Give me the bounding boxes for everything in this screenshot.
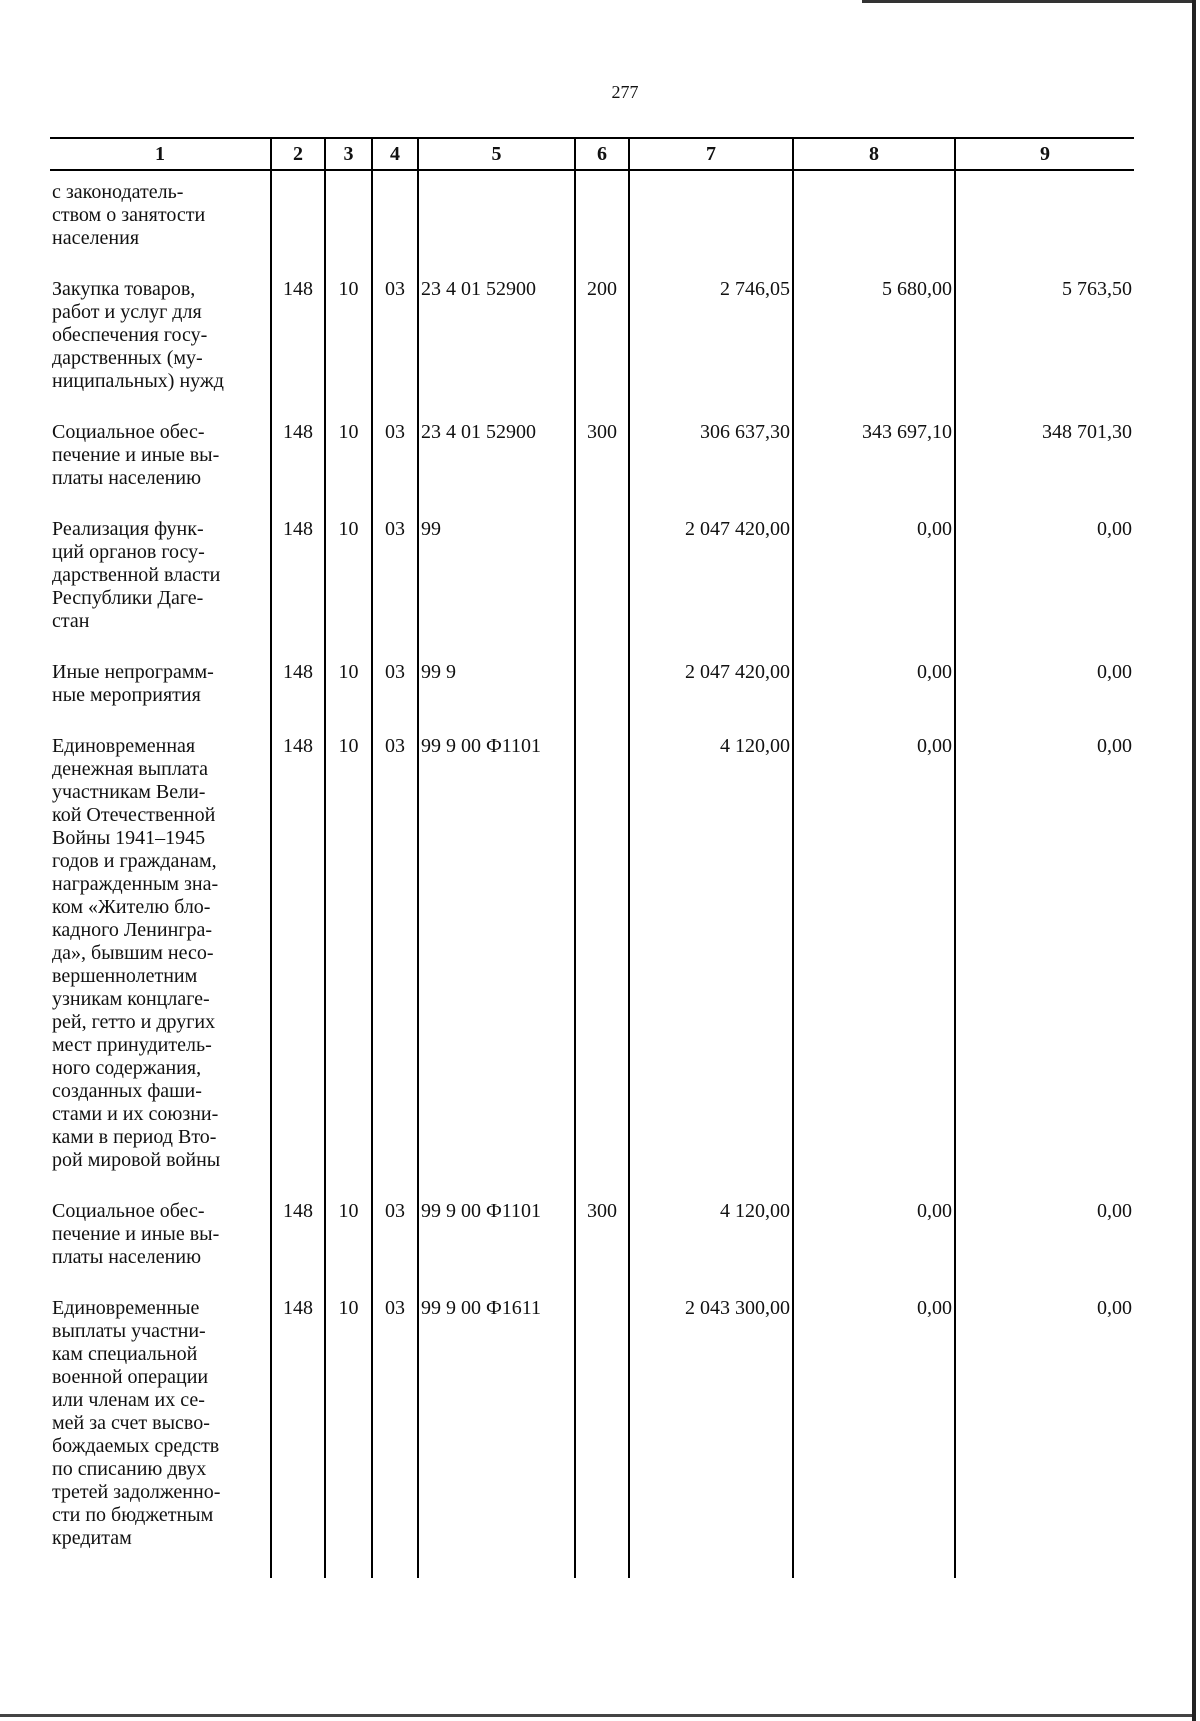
header-col-8: 8 — [793, 138, 955, 170]
name-line: рей, гетто и других — [52, 1011, 216, 1033]
cell-col3 — [325, 181, 372, 278]
scan-edge-right — [1192, 0, 1196, 1721]
name-line: кам специальной — [52, 1343, 198, 1365]
cell-col8-amount: 0,00 — [793, 735, 955, 1200]
cell-name — [50, 518, 271, 661]
name-line: платы населению — [52, 467, 202, 489]
cell-col2: 148 — [271, 1200, 325, 1297]
name-line: Единовременные — [52, 1297, 200, 1319]
name-line: рой мировой войны — [52, 1149, 221, 1171]
name-line: обеспечения госу- — [52, 324, 208, 346]
name-line: платы населению — [52, 1246, 202, 1268]
scan-edge-bottom — [0, 1714, 1192, 1717]
name-line: годов и гражданам, — [52, 850, 217, 872]
name-line: Реализация функ- — [52, 518, 204, 540]
name-line: третей задолженно- — [52, 1481, 221, 1503]
cell-col6-type — [575, 661, 629, 735]
cell-col3: 10 — [325, 661, 372, 735]
cell-col5-code: 23 4 01 52900 — [418, 421, 575, 518]
cell-col5-code — [418, 181, 575, 278]
cell-col4 — [372, 181, 418, 278]
cell-col5-code: 23 4 01 52900 — [418, 278, 575, 421]
cell-col9-amount: 0,00 — [955, 735, 1134, 1200]
name-line: бождаемых средств — [52, 1435, 220, 1457]
cell-name — [50, 181, 271, 278]
name-line: ками в период Вто- — [52, 1126, 217, 1148]
cell-col6-type: 300 — [575, 421, 629, 518]
cell-col6-type — [575, 518, 629, 661]
cell-col5-code: 99 9 — [418, 661, 575, 735]
name-line: печение и иные вы- — [52, 444, 220, 466]
cell-name — [50, 278, 271, 421]
cell-name — [50, 421, 271, 518]
cell-col7-amount: 2 043 300,00 — [629, 1297, 793, 1578]
cell-col2: 148 — [271, 421, 325, 518]
cell-col9-amount: 0,00 — [955, 1297, 1134, 1578]
cell-col7-amount: 4 120,00 — [629, 735, 793, 1200]
cell-col7-amount: 2 047 420,00 — [629, 518, 793, 661]
cell-name — [50, 1200, 271, 1297]
cell-col4: 03 — [372, 1297, 418, 1578]
name-line: ниципальных) нужд — [52, 370, 224, 392]
table-row — [50, 518, 1134, 661]
cell-col2: 148 — [271, 1297, 325, 1578]
cell-col8-amount: 0,00 — [793, 661, 955, 735]
name-line: военной операции — [52, 1366, 209, 1388]
header-col-3: 3 — [325, 138, 372, 170]
name-line: стами и их союзни- — [52, 1103, 219, 1125]
cell-col4: 03 — [372, 1200, 418, 1297]
cell-name — [50, 1297, 271, 1578]
table-row — [50, 181, 1134, 278]
cell-col2: 148 — [271, 518, 325, 661]
table-row — [50, 735, 1134, 1200]
cell-col3: 10 — [325, 1200, 372, 1297]
cell-col9-amount: 0,00 — [955, 518, 1134, 661]
header-col-1: 1 — [50, 138, 271, 170]
budget-table — [50, 137, 1134, 1578]
name-line: мест принудитель- — [52, 1034, 212, 1056]
cell-col4: 03 — [372, 661, 418, 735]
cell-col9-amount: 348 701,30 — [955, 421, 1134, 518]
cell-name — [50, 661, 271, 735]
name-line: кадного Ленингра- — [52, 919, 213, 941]
name-line: участникам Вели- — [52, 781, 206, 803]
name-line: по списанию двух — [52, 1458, 207, 1480]
cell-name — [50, 735, 271, 1200]
header-col-7: 7 — [629, 138, 793, 170]
cell-col6-type — [575, 181, 629, 278]
name-line: кредитам — [52, 1527, 132, 1549]
name-line: или членам их се- — [52, 1389, 205, 1411]
cell-col6-type: 200 — [575, 278, 629, 421]
name-line: денежная выплата — [52, 758, 209, 780]
table-row — [50, 278, 1134, 421]
cell-col8-amount: 0,00 — [793, 518, 955, 661]
name-line: мей за счет высво- — [52, 1412, 210, 1434]
name-line: ций органов госу- — [52, 541, 205, 563]
cell-col3: 10 — [325, 1297, 372, 1578]
table-row — [50, 421, 1134, 518]
page-number: 277 — [611, 82, 639, 102]
table-row — [50, 661, 1134, 735]
cell-col5-code: 99 9 00 Ф1611 — [418, 1297, 575, 1578]
name-line: сти по бюджетным — [52, 1504, 214, 1526]
header-col-2: 2 — [271, 138, 325, 170]
cell-col7-amount: 306 637,30 — [629, 421, 793, 518]
name-line: Республики Даге- — [52, 587, 204, 609]
name-line: вершеннолетним — [52, 965, 198, 987]
name-line: Войны 1941–1945 — [52, 827, 206, 849]
cell-col8-amount — [793, 181, 955, 278]
scan-edge-top — [862, 0, 1192, 3]
cell-col7-amount: 2 746,05 — [629, 278, 793, 421]
cell-col2: 148 — [271, 278, 325, 421]
cell-col9-amount: 0,00 — [955, 1200, 1134, 1297]
cell-col4: 03 — [372, 421, 418, 518]
budget-table-container — [50, 137, 1134, 1578]
cell-col8-amount: 5 680,00 — [793, 278, 955, 421]
cell-col8-amount: 0,00 — [793, 1200, 955, 1297]
name-line: ком «Жителю бло- — [52, 896, 211, 918]
header-col-9: 9 — [955, 138, 1134, 170]
name-line: Социальное обес- — [52, 421, 205, 443]
name-line: кой Отечественной — [52, 804, 216, 826]
cell-col9-amount: 5 763,50 — [955, 278, 1134, 421]
table-row — [50, 1297, 1134, 1578]
cell-col6-type — [575, 735, 629, 1200]
cell-col4: 03 — [372, 735, 418, 1200]
spacer-row — [50, 170, 1134, 181]
name-line: печение и иные вы- — [52, 1223, 220, 1245]
name-line: выплаты участни- — [52, 1320, 206, 1342]
cell-col2 — [271, 181, 325, 278]
name-line: дарственных (му- — [52, 347, 203, 369]
table-row — [50, 1200, 1134, 1297]
cell-col5-code: 99 9 00 Ф1101 — [418, 1200, 575, 1297]
cell-col7-amount: 2 047 420,00 — [629, 661, 793, 735]
cell-col6-type — [575, 1297, 629, 1578]
name-line: стан — [52, 610, 90, 632]
cell-col4: 03 — [372, 518, 418, 661]
name-line: Единовременная — [52, 735, 196, 757]
cell-col3: 10 — [325, 735, 372, 1200]
header-row — [50, 138, 1134, 170]
cell-col9-amount — [955, 181, 1134, 278]
cell-col5-code: 99 9 00 Ф1101 — [418, 735, 575, 1200]
cell-col2: 148 — [271, 735, 325, 1200]
header-col-5: 5 — [418, 138, 575, 170]
cell-col4: 03 — [372, 278, 418, 421]
cell-col2: 148 — [271, 661, 325, 735]
cell-col3: 10 — [325, 278, 372, 421]
cell-col5-code: 99 — [418, 518, 575, 661]
cell-col8-amount: 0,00 — [793, 1297, 955, 1578]
cell-col3: 10 — [325, 518, 372, 661]
cell-col7-amount: 4 120,00 — [629, 1200, 793, 1297]
name-line: дарственной власти — [52, 564, 221, 586]
name-line: созданных фаши- — [52, 1080, 202, 1102]
cell-col7-amount — [629, 181, 793, 278]
name-line: награжденным зна- — [52, 873, 219, 895]
header-col-6: 6 — [575, 138, 629, 170]
name-line: Закупка товаров, — [52, 278, 196, 300]
cell-col3: 10 — [325, 421, 372, 518]
name-line: работ и услуг для — [52, 301, 202, 323]
header-col-4: 4 — [372, 138, 418, 170]
name-line: с законодатель- — [52, 181, 184, 203]
name-line: Иные непрограмм- — [52, 661, 214, 683]
name-line: да», бывшим несо- — [52, 942, 214, 964]
name-line: Социальное обес- — [52, 1200, 205, 1222]
cell-col8-amount: 343 697,10 — [793, 421, 955, 518]
name-line: населения — [52, 227, 140, 249]
name-line: ные мероприятия — [52, 684, 201, 706]
name-line: ством о занятости — [52, 204, 206, 226]
cell-col9-amount: 0,00 — [955, 661, 1134, 735]
name-line: узникам концлаге- — [52, 988, 210, 1010]
name-line: ного содержания, — [52, 1057, 202, 1079]
cell-col6-type: 300 — [575, 1200, 629, 1297]
table-body — [50, 170, 1134, 1578]
